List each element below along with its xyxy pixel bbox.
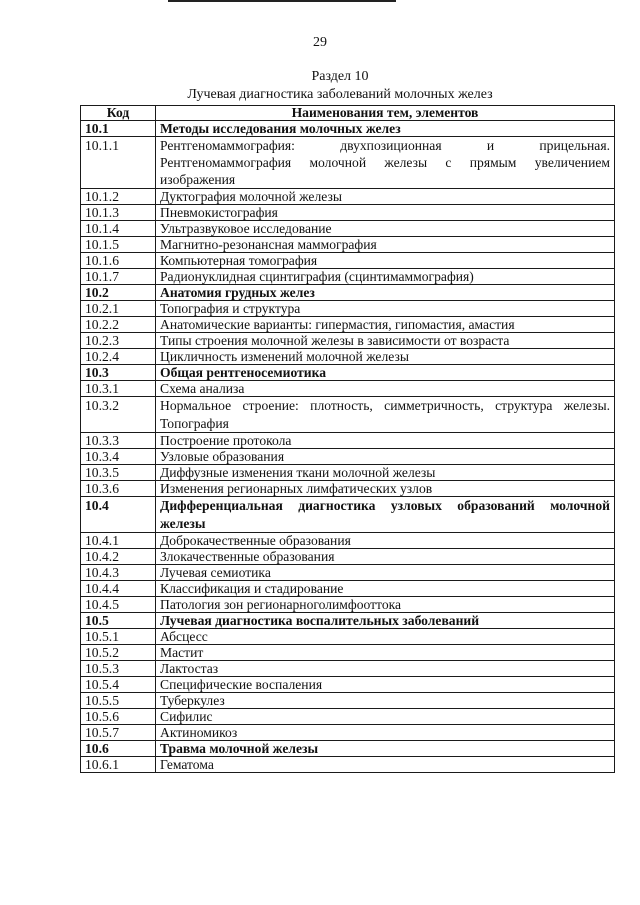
row-topic: Анатомия грудных желез xyxy=(156,285,615,301)
table-row xyxy=(81,661,615,677)
table-row xyxy=(81,397,615,433)
table-row xyxy=(81,597,615,613)
table-row xyxy=(81,465,615,481)
row-code: 10.2 xyxy=(81,285,156,301)
row-topic: Ультразвуковое исследование xyxy=(156,221,615,237)
row-topic: Лучевая семиотика xyxy=(156,565,615,581)
row-topic: Травма молочной железы xyxy=(156,741,615,757)
row-code: 10.1.3 xyxy=(81,205,156,221)
table-row xyxy=(81,433,615,449)
row-code: 10.3.6 xyxy=(81,481,156,497)
row-code: 10.1.4 xyxy=(81,221,156,237)
row-code: 10.5.4 xyxy=(81,677,156,693)
row-code: 10.4.5 xyxy=(81,597,156,613)
row-code: 10.4.1 xyxy=(81,533,156,549)
row-code: 10.4.4 xyxy=(81,581,156,597)
row-code: 10.2.1 xyxy=(81,301,156,317)
table-section-row xyxy=(81,121,615,137)
table-row xyxy=(81,137,615,189)
row-topic: Пневмокистография xyxy=(156,205,615,221)
row-topic: Методы исследования молочных желез xyxy=(156,121,615,137)
table-row xyxy=(81,301,615,317)
row-topic: Дуктография молочной железы xyxy=(156,189,615,205)
row-topic: Лучевая диагностика воспалительных заболеваний xyxy=(156,613,615,629)
row-code: 10.1.6 xyxy=(81,253,156,269)
header-topic: Наименования тем, элементов xyxy=(156,106,615,121)
topics-table xyxy=(80,105,615,773)
row-topic: Типы строения молочной железы в зависимости от возраста xyxy=(156,333,615,349)
table-row xyxy=(81,725,615,741)
table-section-row xyxy=(81,497,615,533)
table-row xyxy=(81,629,615,645)
row-topic: Радионуклидная сцинтиграфия (сцинтимаммография) xyxy=(156,269,615,285)
row-code: 10.4 xyxy=(81,497,156,533)
row-code: 10.1.1 xyxy=(81,137,156,189)
row-topic: Специфические воспаления xyxy=(156,677,615,693)
row-code: 10.5 xyxy=(81,613,156,629)
row-code: 10.2.4 xyxy=(81,349,156,365)
table-row xyxy=(81,381,615,397)
row-topic: Патология зон регионарноголимфооттока xyxy=(156,597,615,613)
row-topic: Компьютерная томография xyxy=(156,253,615,269)
row-topic: Цикличность изменений молочной железы xyxy=(156,349,615,365)
row-topic: Мастит xyxy=(156,645,615,661)
table-row xyxy=(81,549,615,565)
row-topic: Лактостаз xyxy=(156,661,615,677)
table-row xyxy=(81,333,615,349)
table-section-row xyxy=(81,285,615,301)
row-code: 10.5.2 xyxy=(81,645,156,661)
table-header-row xyxy=(81,106,615,121)
row-code: 10.6 xyxy=(81,741,156,757)
row-code: 10.6.1 xyxy=(81,757,156,773)
table-row xyxy=(81,237,615,253)
section-subtitle: Лучевая диагностика заболеваний молочных желез xyxy=(187,87,493,102)
top-scan-rule xyxy=(168,0,396,2)
row-topic: Общая рентгеносемиотика xyxy=(156,365,615,381)
row-code: 10.4.3 xyxy=(81,565,156,581)
row-topic: Классификация и стадирование xyxy=(156,581,615,597)
row-topic: Злокачественные образования xyxy=(156,549,615,565)
table-section-row xyxy=(81,365,615,381)
table-row xyxy=(81,533,615,549)
row-topic: Рентгеномаммография: двухпозиционная и прицельная. Рентгеномаммография молочной железы с прямым увеличением изображения xyxy=(156,137,615,189)
row-code: 10.3.2 xyxy=(81,397,156,433)
page-number: 29 xyxy=(313,35,327,50)
row-topic: Топография и структура xyxy=(156,301,615,317)
table-row xyxy=(81,189,615,205)
row-code: 10.2.2 xyxy=(81,317,156,333)
row-topic: Схема анализа xyxy=(156,381,615,397)
row-topic: Актиномикоз xyxy=(156,725,615,741)
row-topic: Анатомические варианты: гипермастия, гипомастия, амастия xyxy=(156,317,615,333)
table-row xyxy=(81,481,615,497)
row-code: 10.3.1 xyxy=(81,381,156,397)
table-row xyxy=(81,349,615,365)
row-code: 10.1 xyxy=(81,121,156,137)
row-code: 10.5.7 xyxy=(81,725,156,741)
row-topic: Магнитно-резонансная маммография xyxy=(156,237,615,253)
table-section-row xyxy=(81,613,615,629)
row-topic: Гематома xyxy=(156,757,615,773)
row-topic: Построение протокола xyxy=(156,433,615,449)
row-topic: Доброкачественные образования xyxy=(156,533,615,549)
table-row xyxy=(81,709,615,725)
row-topic: Абсцесс xyxy=(156,629,615,645)
row-code: 10.3.4 xyxy=(81,449,156,465)
section-title: Раздел 10 xyxy=(311,69,369,84)
row-topic: Узловые образования xyxy=(156,449,615,465)
row-topic: Туберкулез xyxy=(156,693,615,709)
table-row xyxy=(81,449,615,465)
row-topic: Сифилис xyxy=(156,709,615,725)
table-section-row xyxy=(81,741,615,757)
row-code: 10.4.2 xyxy=(81,549,156,565)
table-row xyxy=(81,221,615,237)
table-row xyxy=(81,253,615,269)
row-topic: Изменения регионарных лимфатических узлов xyxy=(156,481,615,497)
row-topic: Диффузные изменения ткани молочной железы xyxy=(156,465,615,481)
table-row xyxy=(81,205,615,221)
table-row xyxy=(81,757,615,773)
header-code: Код xyxy=(81,106,156,121)
row-code: 10.5.3 xyxy=(81,661,156,677)
table-row xyxy=(81,565,615,581)
table-row xyxy=(81,269,615,285)
row-code: 10.5.1 xyxy=(81,629,156,645)
row-code: 10.5.5 xyxy=(81,693,156,709)
row-code: 10.1.7 xyxy=(81,269,156,285)
row-code: 10.3.3 xyxy=(81,433,156,449)
row-code: 10.3.5 xyxy=(81,465,156,481)
row-code: 10.3 xyxy=(81,365,156,381)
row-topic: Дифференциальная диагностика узловых образований молочной железы xyxy=(156,497,615,533)
row-topic: Нормальное строение: плотность, симметричность, структура железы. Топография xyxy=(156,397,615,433)
row-code: 10.1.2 xyxy=(81,189,156,205)
table-row xyxy=(81,581,615,597)
table-row xyxy=(81,317,615,333)
row-code: 10.5.6 xyxy=(81,709,156,725)
table-row xyxy=(81,645,615,661)
row-code: 10.1.5 xyxy=(81,237,156,253)
table-row xyxy=(81,677,615,693)
row-code: 10.2.3 xyxy=(81,333,156,349)
table-row xyxy=(81,693,615,709)
